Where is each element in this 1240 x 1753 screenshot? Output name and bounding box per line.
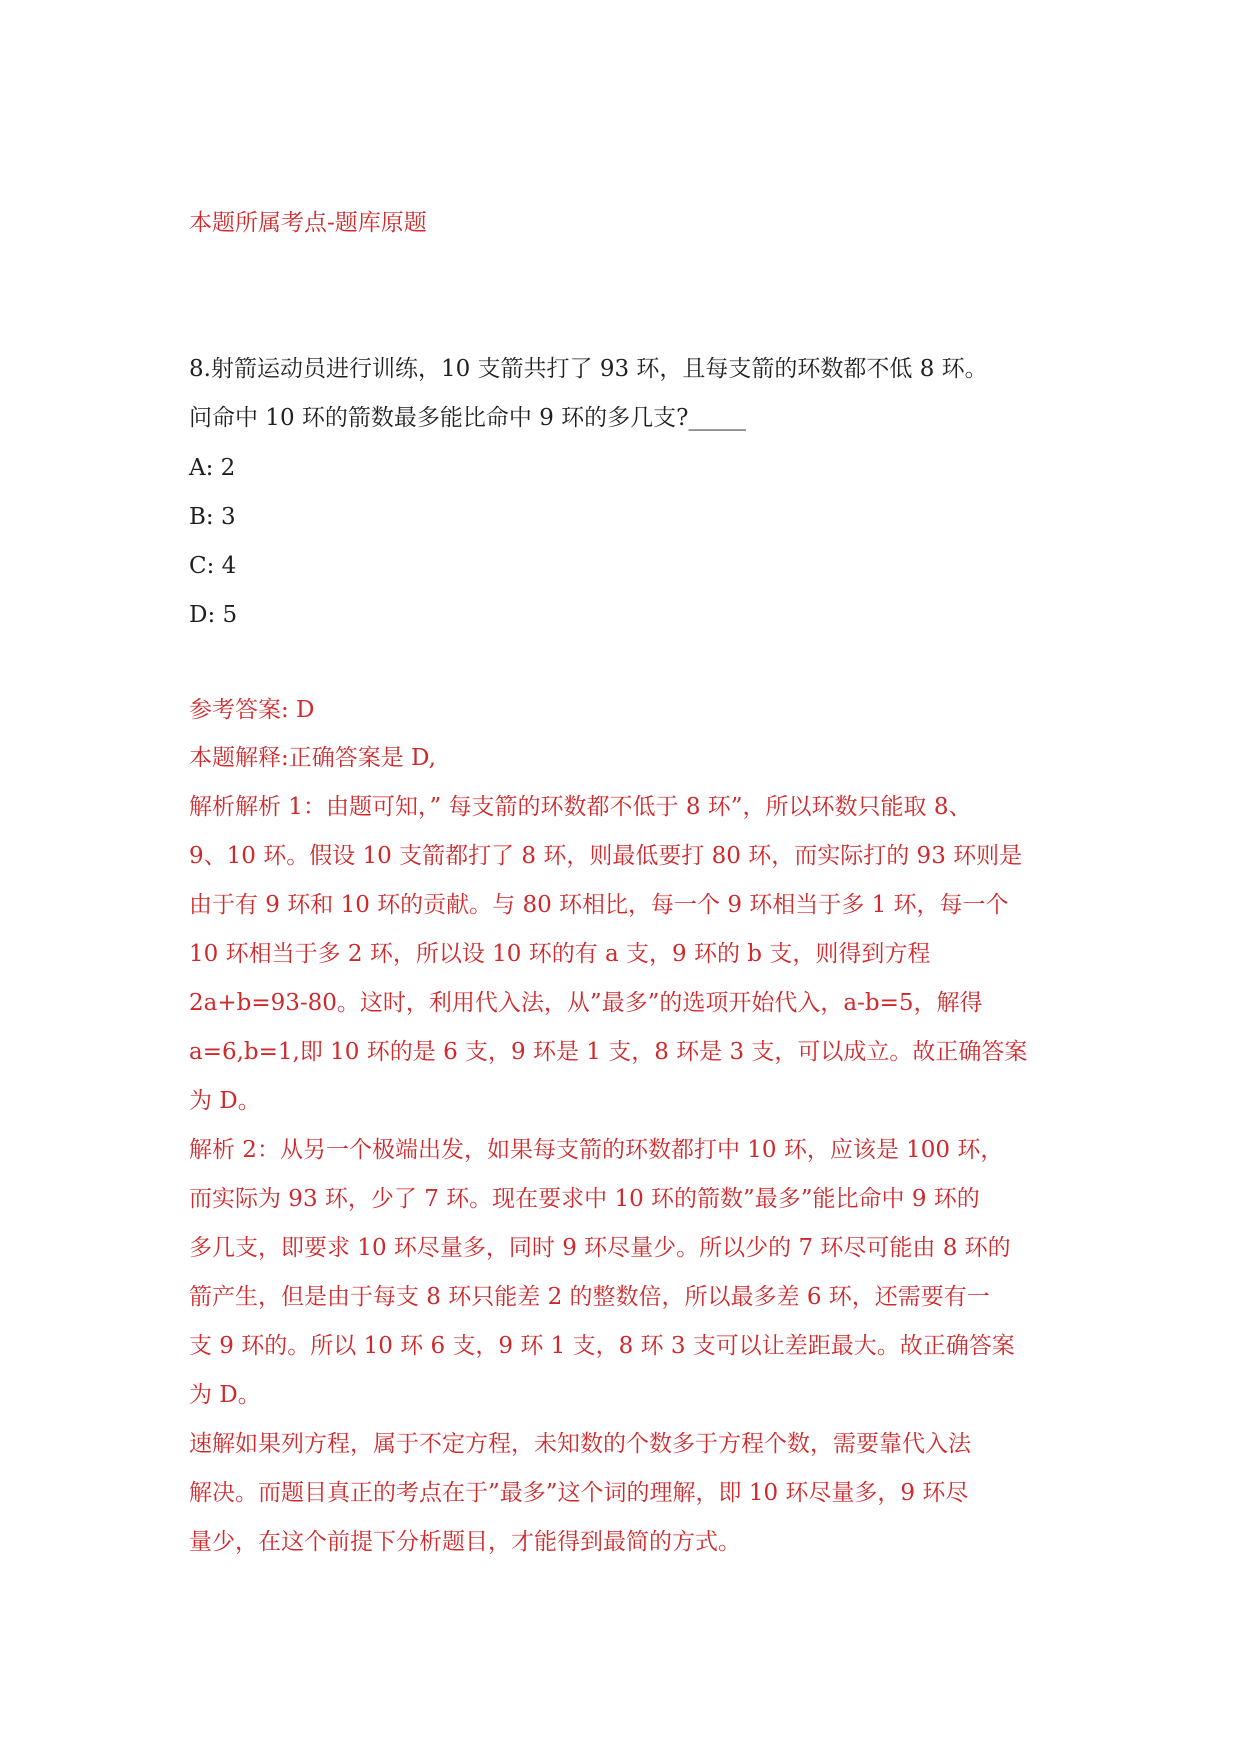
explanation-line: 多几支，即要求 10 环尽量多，同时 9 环尽量少。所以少的 7 环尽可能由 8 环的 (189, 1235, 1011, 1261)
option-c: C: 4 (189, 553, 237, 579)
explanation-line: 本题解释:正确答案是 D, (189, 745, 436, 771)
explanation-line: 2a+b=93-80。这时，利用代入法，从”最多”的选项开始代入，a-b=5，解得 (189, 990, 983, 1016)
explanation-line: 箭产生，但是由于每支 8 环只能差 2 的整数倍，所以最多差 6 环，还需要有一 (189, 1284, 990, 1310)
option-a: A: 2 (189, 455, 236, 481)
question-line: 问命中 10 环的箭数最多能比命中 9 环的多几支?_____ (189, 405, 746, 431)
explanation-line: 而实际为 93 环，少了 7 环。现在要求中 10 环的箭数”最多”能比命中 9 环的 (189, 1186, 980, 1212)
explanation-line: 量少，在这个前提下分析题目，才能得到最简的方式。 (189, 1529, 741, 1555)
explanation-line: 支 9 环的。所以 10 环 6 支，9 环 1 支，8 环 3 支可以让差距最大。故正确答案 (189, 1333, 1015, 1359)
explanation-line: 为 D。 (189, 1382, 261, 1408)
explanation-line: 解析 2：从另一个极端出发，如果每支箭的环数都打中 10 环，应该是 100 环， (189, 1137, 1004, 1163)
section-title: 本题所属考点-题库原题 (189, 210, 427, 236)
explanation-line: 为 D。 (189, 1088, 261, 1114)
explanation-line: a=6,b=1,即 10 环的是 6 支，9 环是 1 支，8 环是 3 支，可以成立。故正确答案 (189, 1039, 1028, 1065)
question-line: 8.射箭运动员进行训练，10 支箭共打了 93 环，且每支箭的环数都不低 8 环。 (189, 356, 988, 382)
option-b: B: 3 (189, 504, 236, 530)
explanation-line: 解决。而题目真正的考点在于”最多”这个词的理解，即 10 环尽量多，9 环尽 (189, 1480, 969, 1506)
question (189, 345, 1059, 443)
reference-answer: 参考答案: D (189, 697, 315, 723)
explanation-line: 由于有 9 环和 10 环的贡献。与 80 环相比，每一个 9 环相当于多 1 环，每一个 (189, 892, 1009, 918)
explanation-line: 速解如果列方程，属于不定方程，未知数的个数多于方程个数，需要靠代入法 (189, 1431, 971, 1457)
answer-options (189, 444, 1059, 640)
explanation-line: 9、10 环。假设 10 支箭都打了 8 环，则最低要打 80 环，而实际打的 93 环则是 (189, 843, 1023, 869)
explanation (189, 734, 1059, 1567)
explanation-line: 解析解析 1：由题可知，” 每支箭的环数都不低于 8 环”，所以环数只能取 8、 (189, 794, 972, 820)
explanation-line: 10 环相当于多 2 环，所以设 10 环的有 a 支，9 环的 b 支，则得到方程 (189, 941, 931, 967)
option-d: D: 5 (189, 602, 238, 628)
